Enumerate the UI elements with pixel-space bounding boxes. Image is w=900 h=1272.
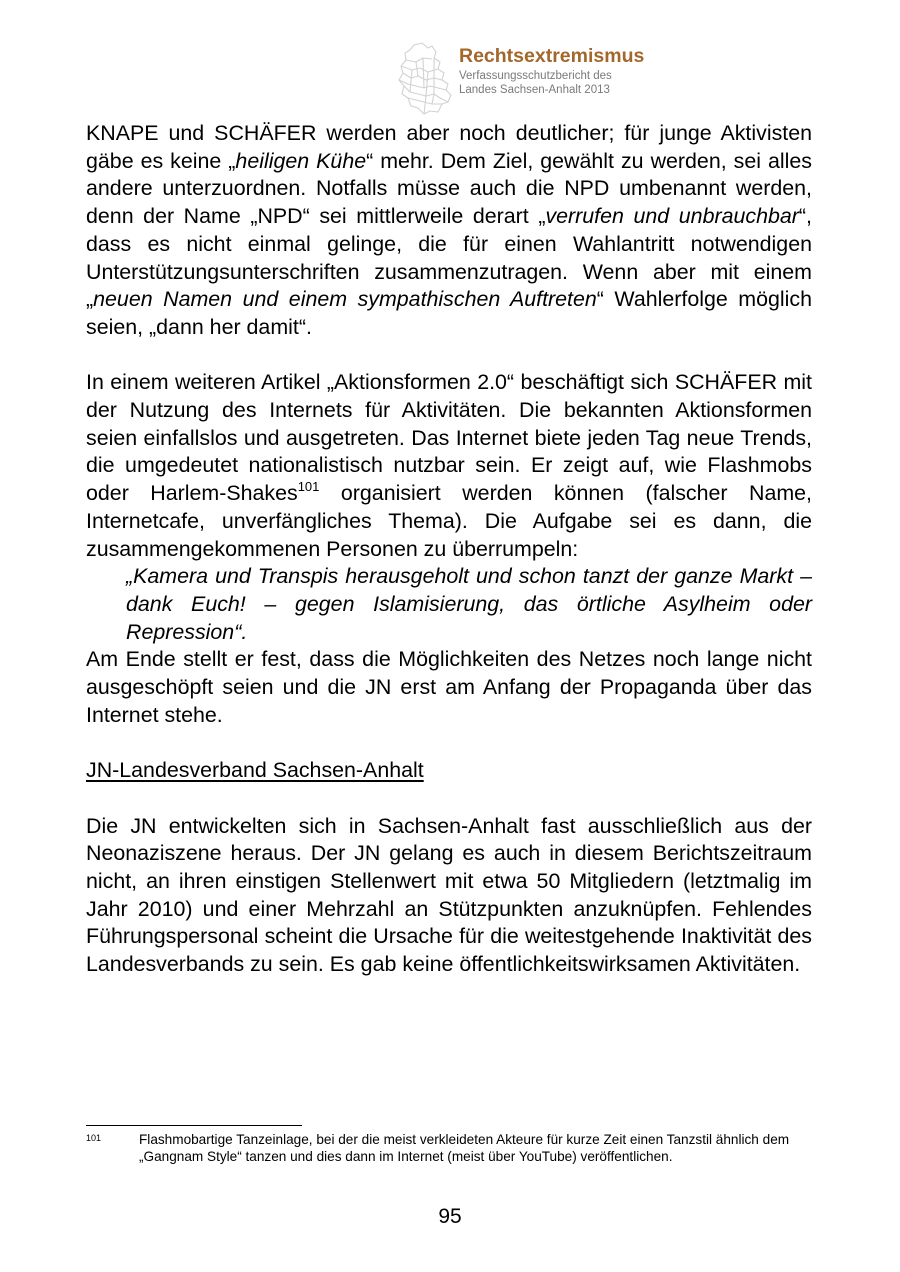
paragraph-2-text-1: In einem weiteren Artikel „Aktionsformen 2.0“ beschäftigt sich SCHÄFER mit der Nutzung des Internets für Aktivitäten. Die bekannten Aktionsformen seien einfallslos und ausgetreten. Das Internet biete jeden Tag neue Trends, die umgedeutet nationalistisch nutzbar sein. Er zeigt auf, wie Flashmobs oder Harlem-Shakes (86, 370, 812, 506)
header-subtitle-line2: Landes Sachsen-Anhalt 2013 (459, 84, 610, 96)
footnote-reference[interactable]: 101 (297, 479, 320, 495)
paragraph-2 (86, 369, 812, 563)
paragraph-1-italic-1: heiligen Kühe (235, 148, 367, 173)
page-header (396, 42, 736, 118)
header-title: Rechtsextremismus (459, 45, 645, 67)
saxony-anhalt-map-icon (396, 42, 456, 116)
section-heading: JN-Landesverband Sachsen-Anhalt (86, 758, 424, 783)
paragraph-gap (86, 785, 812, 813)
page-number: 95 (438, 1205, 462, 1228)
paragraph-gap (86, 729, 812, 757)
header-subtitle-line1: Verfassungsschutzbericht des (459, 70, 612, 82)
header-subtitle (459, 69, 612, 97)
footnote-divider (86, 1125, 302, 1126)
paragraph-1-text-4: “ Wahlerfolge möglich seien, „dann her damit“. (86, 287, 812, 339)
paragraph-1-italic-2: verrufen und unbrauchbar (545, 204, 799, 229)
main-content (86, 120, 812, 979)
paragraph-gap (86, 342, 812, 370)
paragraph-4: Die JN entwickelten sich in Sachsen-Anhalt fast ausschließlich aus der Neonaziszene heraus. Der JN gelang es auch in diesem Berichtszeitraum nicht, an ihren einstigen Stellenwert mit etwa 50 Mitgliedern (letztmalig im Jahr 2010) und einer Mehrzahl an Stützpunkten anzuknüpfen. Fehlendes Führungspersonal scheint die Ursache für die weitestgehende Inaktivität des Landesverbands zu sein. Es gab keine öffentlichkeitswirksamen Aktivitäten. (86, 813, 812, 977)
footnote-number: 101 (86, 1133, 102, 1143)
paragraph-1-text-3: “, dass es nicht einmal gelinge, die für einen Wahlantritt notwendigen Unterstützungsunterschriften zusammenzutragen. Wenn aber mit einem „ (86, 204, 812, 312)
footnote-text: Flashmobartige Tanzeinlage, bei der die meist verkleideten Akteure für kurze Zeit einen Tanzstil ähnlich dem „Gangnam Style“ tanzen und dies dann im Internet (meist über YouTube) veröffentlichen. (139, 1132, 790, 1164)
footnote (86, 1131, 796, 1165)
paragraph-1-text-1: KNAPE und SCHÄFER werden aber noch deutlicher; für junge Aktivisten gäbe es keine „ (86, 121, 812, 173)
block-quote: „Kamera und Transpis herausgeholt und schon tanzt der ganze Markt – dank Euch! – gegen Islamisierung, das örtliche Asylheim oder Repression“. (126, 564, 812, 644)
paragraph-1-text-2: “ mehr. Dem Ziel, gewählt zu werden, sei alles andere unterzuordnen. Notfalls müsse auch die NPD umbenannt werden, denn der Name „NPD“ sei mittlerweile derart „ (86, 148, 812, 229)
paragraph-1-italic-3: neuen Namen und einem sympathischen Auftreten (93, 287, 597, 312)
paragraph-1 (86, 120, 812, 342)
paragraph-2-text-2: organisiert werden können (falscher Name, Internetcafe, unverfängliches Thema). Die Aufgabe sei es dann, die zusammengekommenen Personen zu überrumpeln: (86, 481, 812, 561)
paragraph-3: Am Ende stellt er fest, dass die Möglichkeiten des Netzes noch lange nicht ausgeschöpft seien und die JN erst am Anfang der Propaganda über das Internet stehe. (86, 647, 812, 727)
